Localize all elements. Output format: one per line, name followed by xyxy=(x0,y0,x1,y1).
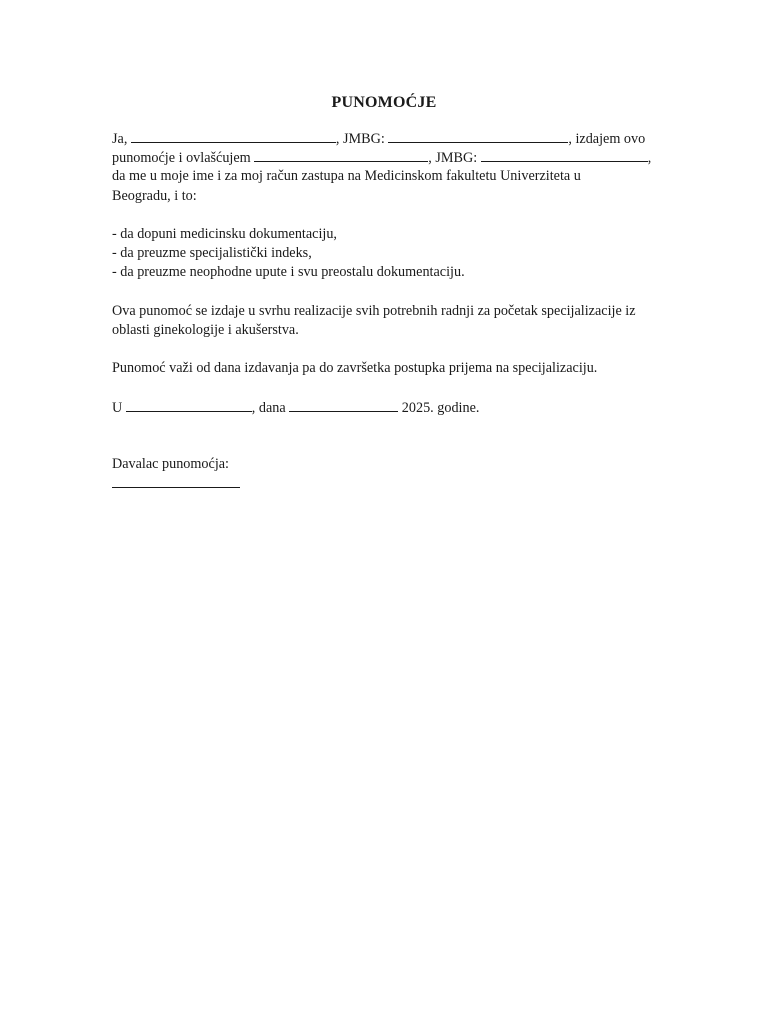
text-comma: , xyxy=(647,150,652,167)
spacer xyxy=(112,206,657,225)
blank-grantor-jmbg xyxy=(388,129,568,143)
spacer xyxy=(112,283,657,302)
document-body xyxy=(112,129,657,494)
blank-place xyxy=(126,398,252,412)
paragraph-purpose-line-1: Ova punomoć se izdaje u svrhu realizacije svih potrebnih radnji za početak specijalizacije iz xyxy=(112,302,636,319)
spacer xyxy=(112,436,657,455)
signature-line-row xyxy=(112,474,657,493)
text-jmbg-label-1: , JMBG: xyxy=(335,131,389,147)
place-date-line xyxy=(112,398,657,417)
blank-attorney-name xyxy=(254,148,428,162)
signature-label: Davalac punomoćja: xyxy=(112,456,229,473)
paragraph-purpose-line-2: oblasti ginekologije i akušerstva. xyxy=(112,321,299,338)
document-title: PUNOMOĆJE xyxy=(331,94,437,111)
paragraph-intro-line-1 xyxy=(112,129,657,148)
text-year: 2025. godine. xyxy=(398,399,480,416)
text-u: U xyxy=(112,399,126,416)
text-jmbg-label-2: , JMBG: xyxy=(428,150,481,167)
paragraph-validity: Punomoć važi od dana izdavanja pa do završetka postupka prijema na specijalizaciju. xyxy=(112,360,598,377)
list-item: - da preuzme neophodne upute i svu preostalu dokumentaciju. xyxy=(112,264,465,281)
spacer xyxy=(112,417,657,436)
paragraph-intro-line-3: da me u moje ime i za moj račun zastupa na Medicinskom fakultetu Univerziteta u xyxy=(112,168,581,185)
text-ja: Ja, xyxy=(112,131,131,147)
paragraph-intro-line-2 xyxy=(112,148,657,167)
spacer xyxy=(112,378,657,397)
list-item: - da preuzme specijalistički indeks, xyxy=(112,245,312,262)
text-dana: , dana xyxy=(251,399,290,416)
list-item: - da dopuni medicinsku dokumentaciju, xyxy=(112,225,337,242)
blank-signature xyxy=(112,474,240,488)
text-ovlascujem: punomoćje i ovlašćujem xyxy=(112,150,255,167)
blank-grantor-name xyxy=(131,129,336,143)
blank-date xyxy=(289,398,398,412)
blank-attorney-jmbg xyxy=(481,148,648,162)
spacer xyxy=(112,340,657,359)
text-izdajem: , izdajem ovo xyxy=(568,131,646,147)
paragraph-intro-line-4: Beogradu, i to: xyxy=(112,187,197,204)
